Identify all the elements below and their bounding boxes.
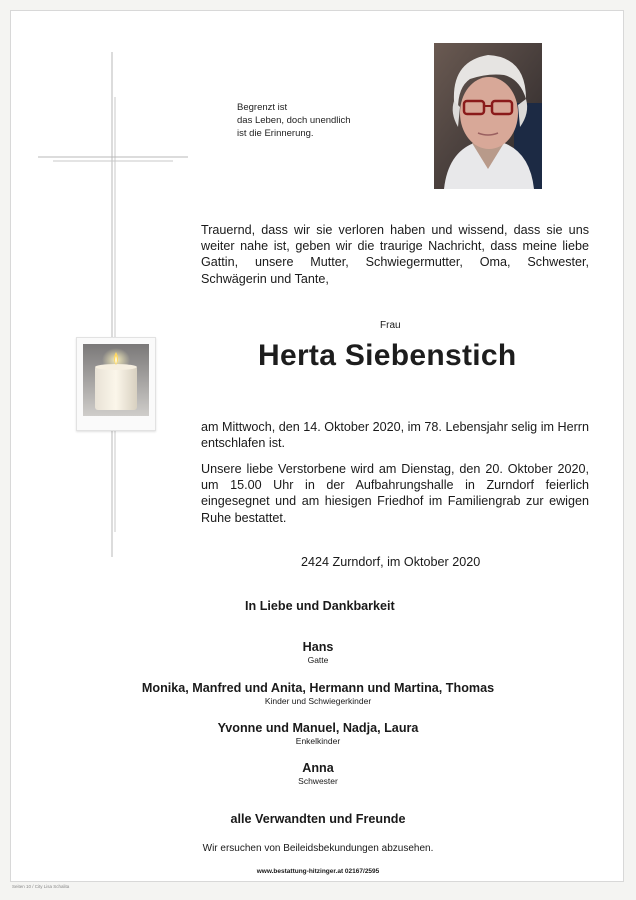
poem-line: Begrenzt ist [237,102,288,113]
name-prefix: Frau [380,320,401,331]
mourner-names: Hans [302,640,334,654]
mourner-group [0,761,636,786]
mourner-relation: Kinder und Schwiegerkinder [264,696,372,706]
deceased-name: Herta Siebenstich [258,339,517,372]
mourner-names: Yvonne und Manuel, Nadja, Laura [217,721,419,735]
condolence-request: Wir ersuchen von Beileidsbekundungen abzusehen. [202,843,434,854]
poem-line: ist die Erinnerung. [237,128,314,139]
mourner-group [0,721,636,746]
portrait-photo [434,43,542,189]
cross-icon [38,52,188,557]
intro-text: Trauernd, dass wir sie verloren haben und wissend, dass sie uns weiter nahe ist, geben wir die traurige Nachricht, dass meine liebe Gattin, unsere Mutter, Schwiegermutter, Oma, Schwester, Schwägerin und Tante, [201,223,589,286]
closing-line: In Liebe und Dankbarkeit [245,599,395,613]
poem [237,101,351,140]
mourner-group [0,640,636,665]
funeral-notice: Unsere liebe Verstorbene wird am Dienstag, den 20. Oktober 2020, um 15.00 Uhr in der Aufbahrungshalle in Zurndorf feierlich eingesegnet und am hiesigen Friedhof im Familiengrab zur ewigen Ruhe bestattet. [201,462,589,525]
relatives-line: alle Verwandten und Freunde [230,812,406,826]
mourner-relation: Gatte [307,655,329,665]
mourner-group [0,681,636,706]
candle-icon [76,337,156,431]
place-date: 2424 Zurndorf, im Oktober 2020 [301,555,481,569]
mourner-names: Anna [302,761,334,775]
funeral-home-contact: www.bestattung-hitzinger.at 02167/2595 [256,868,380,875]
death-notice: am Mittwoch, den 14. Oktober 2020, im 78. Lebensjahr selig im Herrn entschlafen ist. [201,420,589,451]
mourner-names: Monika, Manfred und Anita, Hermann und Martina, Thomas [141,681,495,695]
print-credit: Seiten 10 / City Lisa Schalita [12,884,70,889]
mourner-relation: Schwester [298,776,338,786]
poem-line: das Leben, doch unendlich [237,115,351,126]
mourner-relation: Enkelkinder [295,736,341,746]
